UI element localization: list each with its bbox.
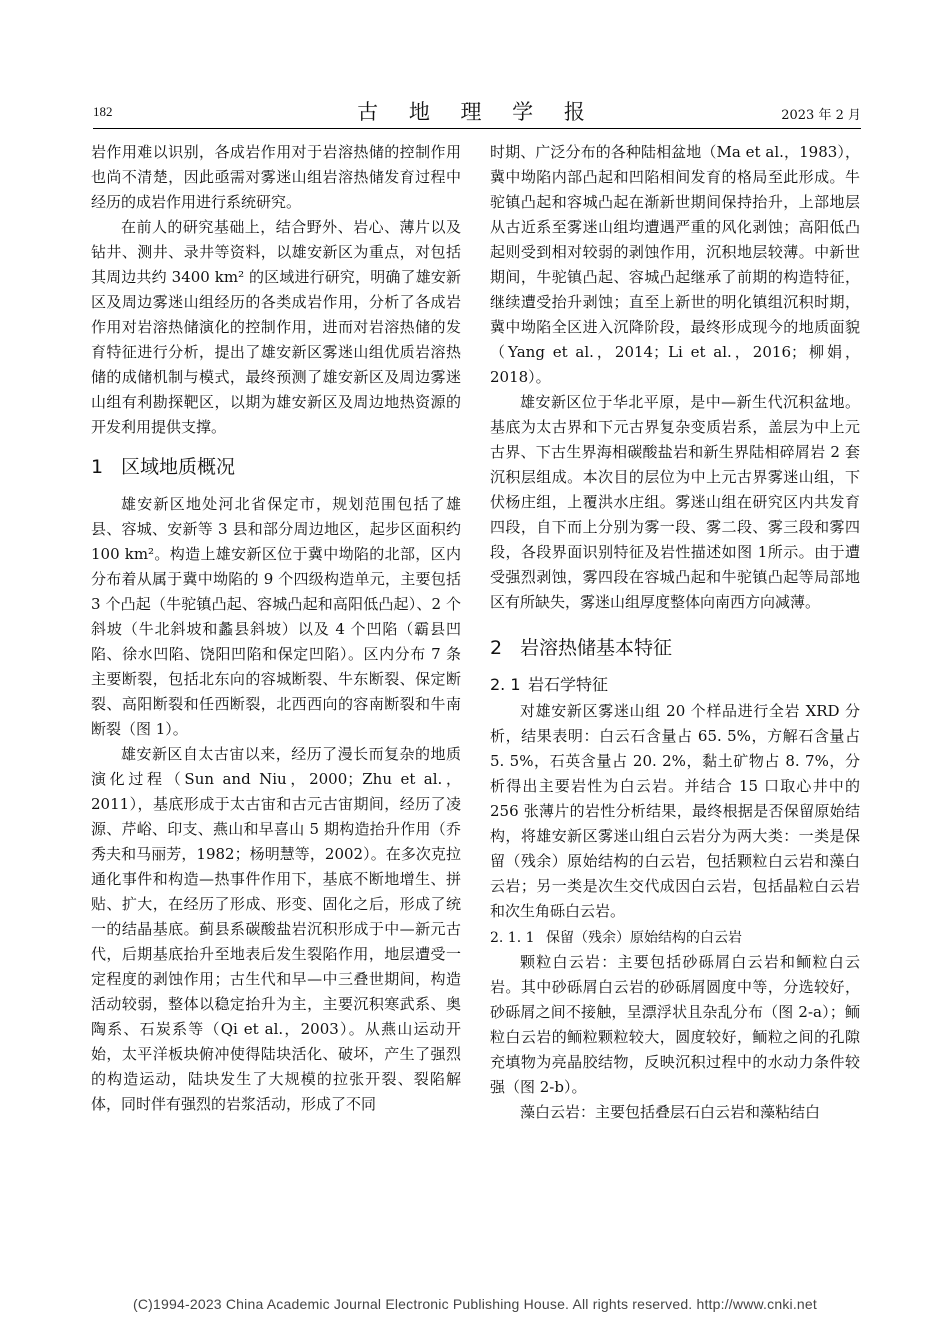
paragraph: 在前人的研究基础上，结合野外、岩心、薄片以及钻井、测井、录井等资料，以雄安新区为重点，对包括其周边共约 3400 km² 的区域进行研究，明确了雄安新区及周边雾迷山组经历的各类成岩作用，分析了各成岩作用对岩溶热储演化的控制作用，进而对岩溶热储的发育特征进行分析，提出了雄安新区雾迷山组优质岩溶热储的成储机制与模式，最终预测了雄安新区及周边雾迷山组有利勘探靶区，以期为雄安新区及周边地热资源的开发利用提供支撑。	[91, 218, 461, 436]
paragraph: 岩作用难以识别，各成岩作用对于岩溶热储的控制作用也尚不清楚，因此亟需对雾迷山组岩溶热储发育过程中经历的成岩作用进行系统研究。	[91, 143, 461, 211]
subsection-number: 2. 1	[490, 675, 521, 694]
paragraph: 雄安新区自太古宙以来，经历了漫长而复杂的地质演化过程（Sun and Niu，2000；Zhu et al.，2011），基底形成于太古宙和古元古宙期间，经历了凌源、芹峪、印支、燕山和早喜山 5 期构造抬升作用（乔秀夫和马丽芳，1982；杨明慧等，2002）。在多次克拉通化事件和构造—热事件作用下，基底不断地增生、拼贴、扩大，在经历了形成、形变、固化之后，形成了统一的结晶基底。蓟县系碳酸盐岩沉积形成于中—新元古代，后期基底抬升至地表后发生裂陷作用，地层遭受一定程度的剥蚀作用；古生代和早—中三叠世期间，构造活动较弱，整体以稳定抬升为主，主要沉积寒武系、奥陶系、石炭系等（Qi et al.，2003）。从燕山运动开始，太平洋板块俯冲使得陆块活化、破坏，产生了强烈的构造运动，陆块发生了大规模的拉张开裂、裂陷解体，同时伴有强烈的岩浆活动，形成了不同	[91, 745, 461, 1113]
section-title: 岩溶热储基本特征	[520, 637, 673, 659]
subsubsection-heading	[490, 926, 860, 950]
left-column	[91, 140, 461, 1117]
section-number: 2	[490, 637, 503, 659]
section-title: 区域地质概况	[121, 456, 236, 478]
issue-date: 2023 年 2 月	[781, 108, 861, 123]
page-number: 182	[93, 104, 113, 119]
header-rule	[93, 128, 861, 129]
journal-title: 古 地 理 学 报	[357, 100, 597, 124]
paragraph: 藻白云岩：主要包括叠层石白云岩和藻粘结白	[520, 1103, 821, 1121]
copyright-footer: (C)1994-2023 China Academic Journal Electronic Publishing House. All rights reserved. http://www.cnki.net	[133, 1296, 817, 1312]
section-heading-1	[91, 454, 461, 480]
running-header	[93, 96, 861, 126]
paragraph: 雄安新区位于华北平原，是中—新生代沉积盆地。基底为太古界和下元古界复杂变质岩系，盖层为中上元古界、下古生界海相碳酸盐岩和新生界陆相碎屑岩 2 套沉积层组成。本次目的层位为中上元古界雾迷山组，下伏杨庄组，上覆洪水庄组。雾迷山组在研究区内共发育四段，自下而上分别为雾一段、雾二段、雾三段和雾四段，各段界面识别特征及岩性描述如图 1所示。由于遭受强烈剥蚀，雾四段在容城凸起和牛驼镇凸起等局部地区有所缺失，雾迷山组厚度整体向南西方向减薄。	[490, 393, 860, 611]
subsection-heading	[490, 673, 860, 697]
paragraph: 时期、广泛分布的各种陆相盆地（Ma et al.，1983），冀中坳陷内部凸起和凹陷相间发育的格局至此形成。牛驼镇凸起和容城凸起在渐新世期间保持抬升，上部地层从古近系至雾迷山组均遭遇严重的风化剥蚀；高阳低凸起则受到相对较弱的剥蚀作用，沉积地层较薄。中新世期间，牛驼镇凸起、容城凸起继承了前期的构造特征，继续遭受抬升剥蚀；直至上新世的明化镇组沉积时期，冀中坳陷全区进入沉降阶段，最终形成现今的地质面貌（Yang et al.，2014；Li et al.，2016；柳娟，2018）。	[490, 143, 860, 386]
subsection-title: 岩石学特征	[528, 675, 609, 694]
section-heading-2	[490, 635, 860, 661]
paragraph: 雄安新区地处河北省保定市，规划范围包括了雄县、容城、安新等 3 县和部分周边地区，起步区面积约 100 km²。构造上雄安新区位于冀中坳陷的北部，区内分布着从属于冀中坳陷的 9 个四级构造单元，主要包括 3 个凸起（牛驼镇凸起、容城凸起和高阳低凸起）、2 个斜坡（牛北斜坡和蠡县斜坡）以及 4 个凹陷（霸县凹陷、徐水凹陷、饶阳凹陷和保定凹陷）。区内分布 7 条主要断裂，包括北东向的容城断裂、牛东断裂、保定断裂、高阳断裂和任西断裂，北西西向的容南断裂和牛南断裂（图 1）。	[91, 495, 461, 738]
subsubsection-number: 2. 1. 1	[490, 930, 535, 946]
right-column	[490, 140, 860, 1125]
paragraph: 对雄安新区雾迷山组 20 个样品进行全岩 XRD 分析，结果表明：白云石含量占 65. 5%，方解石含量占 5. 5%，石英含量占 20. 2%，黏土矿物占 8. 7%，分析得出主要岩性为白云岩。并结合 15 口取心井中的 256 张薄片的岩性分析结果，最终根据是否保留原始结构，将雄安新区雾迷山组白云岩分为两大类：一类是保留（残余）原始结构的白云岩，包括颗粒白云岩和藻白云岩；另一类是次生交代成因白云岩，包括晶粒白云岩和次生角砾白云岩。	[490, 702, 860, 920]
subsubsection-title: 保留（残余）原始结构的白云岩	[546, 930, 742, 946]
paragraph: 颗粒白云岩：主要包括砂砾屑白云岩和鲕粒白云岩。其中砂砾屑白云岩的砂砾屑圆度中等，分选较好，砂砾屑之间不接触，呈漂浮状且杂乱分布（图 2-a）；鲕粒白云岩的鲕粒颗粒较大，圆度较好，鲕粒之间的孔隙充填物为亮晶胶结物，反映沉积过程中的水动力条件较强（图 2-b）。	[490, 953, 860, 1096]
section-number: 1	[91, 456, 104, 478]
